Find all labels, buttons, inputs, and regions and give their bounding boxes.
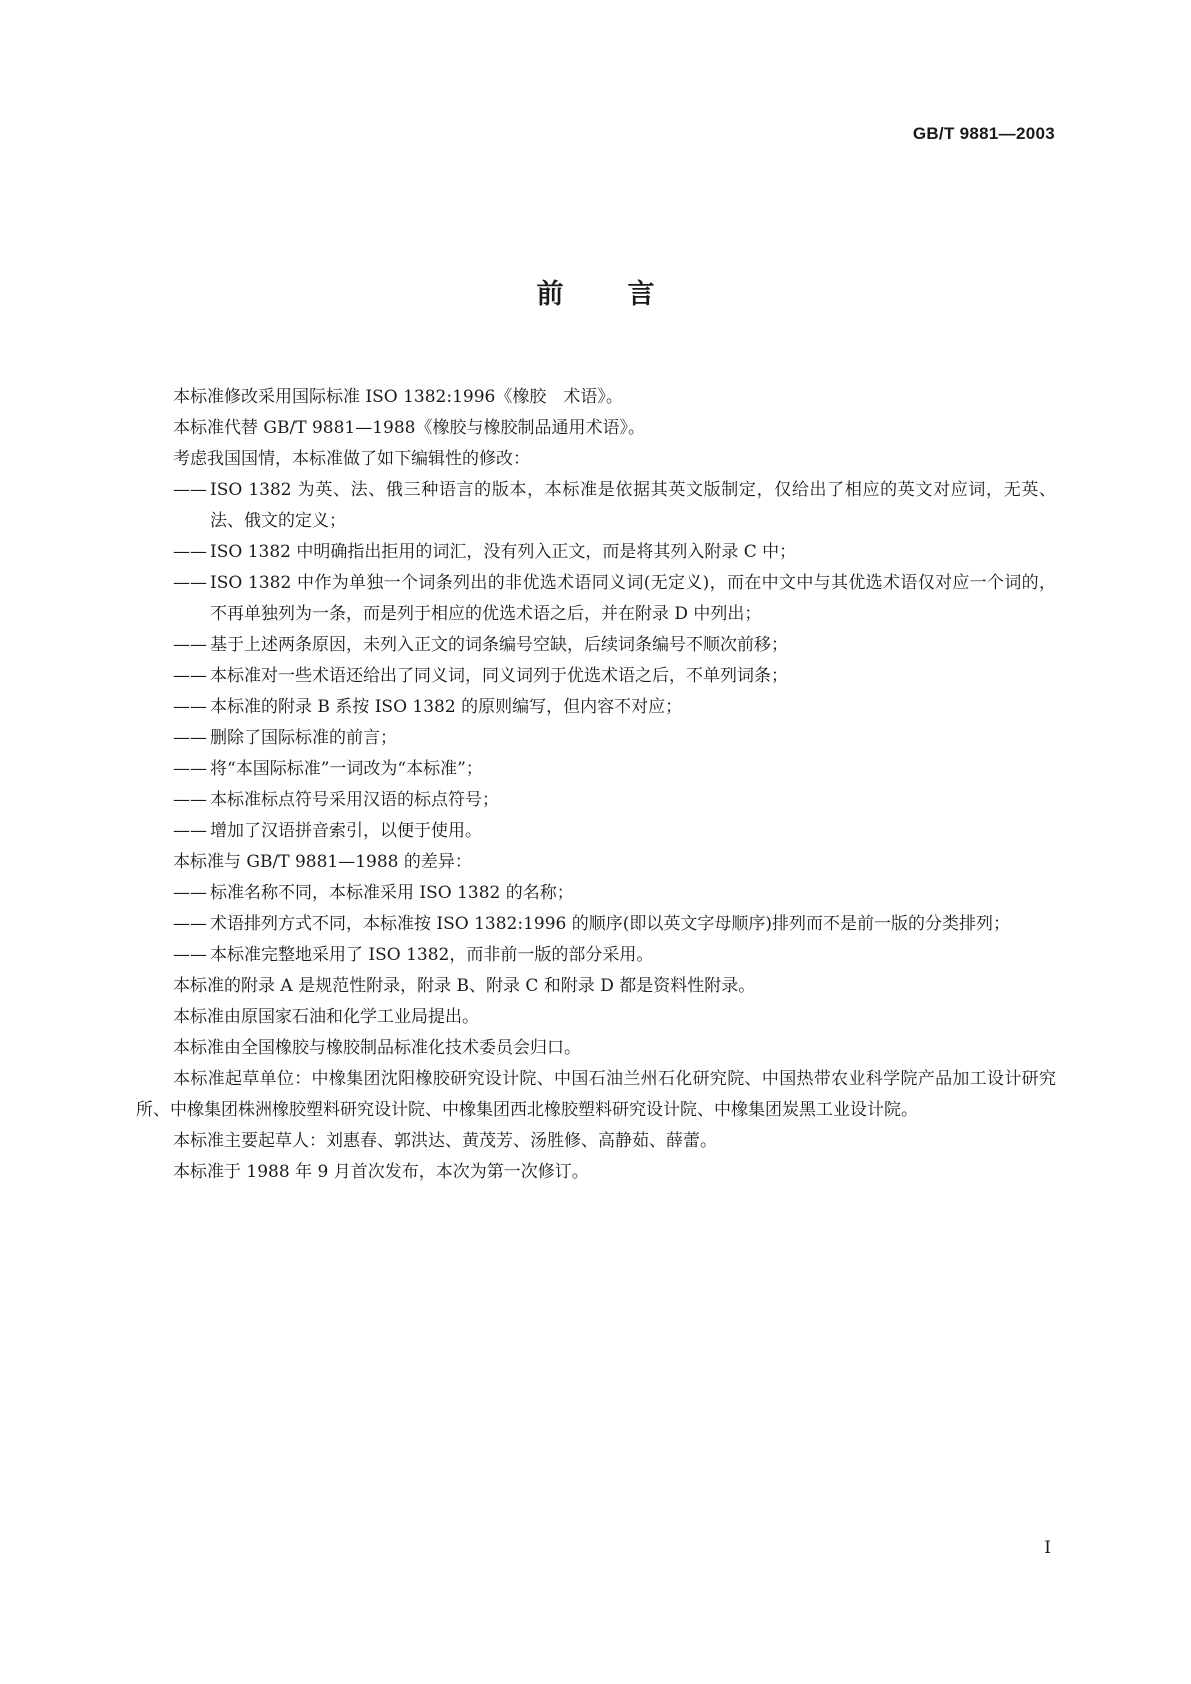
document-body: [136, 382, 1056, 1188]
paragraph-drafters: 本标准主要起草人：刘惠春、郭洪达、黄茂芳、汤胜修、高静茹、薛蕾。: [173, 1131, 717, 1151]
paragraph-release-history: 本标准于 1988 年 9 月首次发布，本次为第一次修订。: [173, 1162, 589, 1182]
list-dash: ——: [173, 790, 207, 810]
list-item: [136, 785, 1056, 816]
paragraph-annexes: 本标准的附录 A 是规范性附录，附录 B、附录 C 和附录 D 都是资料性附录。: [173, 976, 756, 996]
list-item-text: 将“本国际标准”一词改为“本标准”；: [210, 759, 483, 779]
list-item: [136, 661, 1056, 692]
list-item: [136, 940, 1056, 971]
list-dash: ——: [173, 914, 207, 934]
list-item: [136, 816, 1056, 847]
list-dash: ——: [173, 666, 207, 686]
list-item: [136, 754, 1056, 785]
list-item: [136, 475, 1056, 537]
paragraph-adoption: 本标准修改采用国际标准 ISO 1382:1996《橡胶 术语》。: [173, 387, 623, 407]
list-item-text: 本标准标点符号采用汉语的标点符号；: [210, 790, 499, 810]
list-item: [136, 692, 1056, 723]
list-item-text: 增加了汉语拼音索引，以便于使用。: [210, 821, 482, 841]
page-title: 前言: [536, 279, 719, 310]
list-item-text: 本标准的附录 B 系按 ISO 1382 的原则编写，但内容不对应；: [210, 697, 683, 717]
list-dash: ——: [173, 728, 207, 748]
list-dash: ——: [173, 821, 207, 841]
list-item-text: 本标准对一些术语还给出了同义词，同义词列于优选术语之后，不单列词条；: [210, 666, 788, 686]
paragraph-centralized-by: 本标准由全国橡胶与橡胶制品标准化技术委员会归口。: [173, 1038, 581, 1058]
list-item: [136, 723, 1056, 754]
list-item-text: ISO 1382 中作为单独一个词条列出的非优选术语同义词(无定义)，而在中文中与其优选术语仅对应一个词的，不再单独列为一条，而是列于相应的优选术语之后，并在附录 D 中列出；: [210, 573, 1056, 624]
list-dash: ——: [173, 542, 207, 562]
list-item-text: 本标准完整地采用了 ISO 1382，而非前一版的部分采用。: [210, 945, 654, 965]
list-item-text: ISO 1382 为英、法、俄三种语言的版本，本标准是依据其英文版制定，仅给出了相应的英文对应词，无英、法、俄文的定义；: [210, 480, 1056, 531]
list-item-text: 删除了国际标准的前言；: [210, 728, 397, 748]
list-dash: ——: [173, 635, 207, 655]
list-item: [136, 537, 1056, 568]
list-dash: ——: [173, 945, 207, 965]
list-dash: ——: [173, 883, 207, 903]
paragraph-proposed-by: 本标准由原国家石油和化学工业局提出。: [173, 1007, 479, 1027]
list-dash: ——: [173, 480, 207, 500]
list-item: [136, 909, 1056, 940]
page-number: I: [1044, 1538, 1051, 1558]
list-item-text: 标准名称不同，本标准采用 ISO 1382 的名称；: [210, 883, 574, 903]
list-item-text: ISO 1382 中明确指出拒用的词汇，没有列入正文，而是将其列入附录 C 中；: [210, 542, 797, 562]
list-dash: ——: [173, 573, 207, 593]
paragraph-replaces: 本标准代替 GB/T 9881—1988《橡胶与橡胶制品通用术语》。: [173, 418, 645, 438]
list-item: [136, 878, 1056, 909]
paragraph-differences-intro: 本标准与 GB/T 9881—1988 的差异：: [173, 852, 472, 872]
paragraph-drafting-units: 本标准起草单位：中橡集团沈阳橡胶研究设计院、中国石油兰州石化研究院、中国热带农业科学院产品加工设计研究所、中橡集团株洲橡胶塑料研究设计院、中橡集团西北橡胶塑料研究设计院、中橡集团炭黑工业设计院。: [136, 1069, 1056, 1120]
list-item: [136, 568, 1056, 630]
list-item: [136, 630, 1056, 661]
paragraph-modifications-intro: 考虑我国国情，本标准做了如下编辑性的修改：: [173, 449, 530, 469]
list-dash: ——: [173, 759, 207, 779]
list-item-text: 术语排列方式不同，本标准按 ISO 1382:1996 的顺序(即以英文字母顺序)排列而不是前一版的分类排列；: [210, 914, 1011, 934]
list-dash: ——: [173, 697, 207, 717]
list-item-text: 基于上述两条原因，未列入正文的词条编号空缺，后续词条编号不顺次前移；: [210, 635, 788, 655]
standard-number: GB/T 9881—2003: [912, 124, 1055, 143]
